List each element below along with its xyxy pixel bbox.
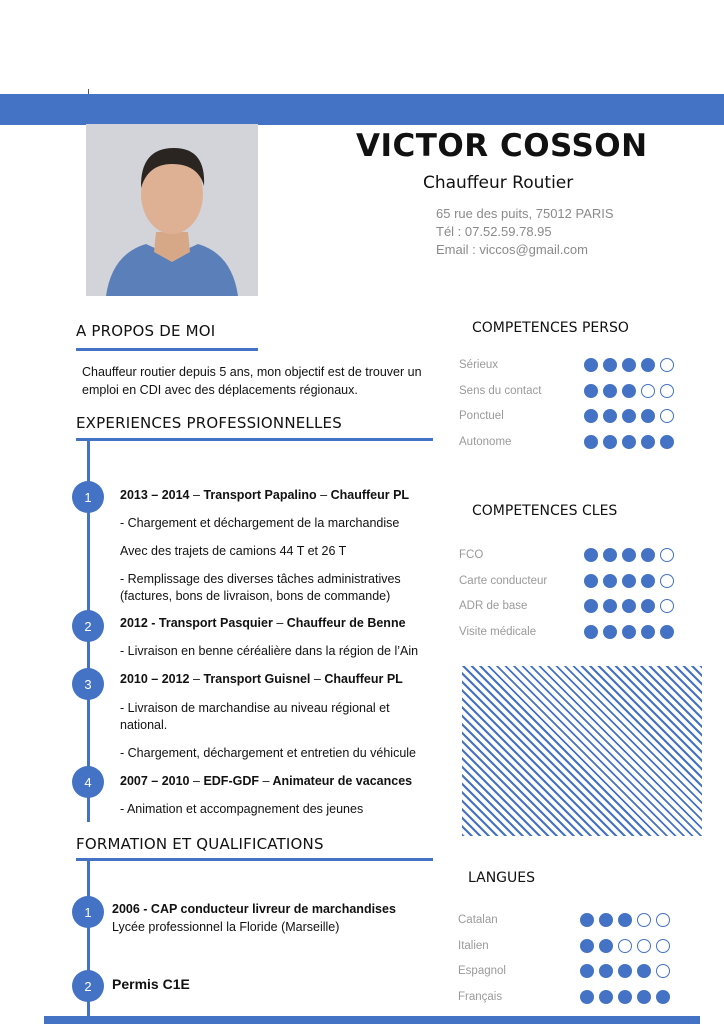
- rating-dot-empty: [637, 939, 651, 953]
- language-label: Catalan: [458, 914, 498, 926]
- rating-dot-filled: [656, 990, 670, 1004]
- rating-dot-filled: [584, 625, 598, 639]
- skill-key-label: Carte conducteur: [459, 574, 548, 587]
- rating-dot-empty: [656, 913, 670, 927]
- experience-1-role: Chauffeur PL: [330, 488, 410, 502]
- rating-dot-empty: [660, 599, 674, 613]
- skills-perso-title: COMPETENCES PERSO: [472, 320, 629, 336]
- rating-dot-filled: [584, 574, 598, 588]
- rating-dot-filled: [637, 990, 651, 1004]
- timeline-node-2: 2: [72, 610, 104, 642]
- experience-3-header: [120, 672, 403, 686]
- skill-perso-label: Sens du contact: [459, 384, 542, 397]
- rating-dot-filled: [603, 435, 617, 449]
- experience-3-company: Transport Guisnel: [203, 672, 311, 686]
- header-band: [0, 94, 724, 125]
- timeline-node-3: 3: [72, 668, 104, 700]
- rating-dot-empty: [660, 384, 674, 398]
- skill-perso-label: Ponctuel: [459, 410, 504, 422]
- rating-dot-filled: [580, 990, 594, 1004]
- experience-4-years: 2007 – 2010: [120, 774, 190, 788]
- formation-1-title: 2006 - CAP conducteur livreur de marchandises: [112, 902, 396, 916]
- rating-dot-empty: [660, 358, 674, 372]
- separator: –: [320, 488, 328, 502]
- experience-4-company: EDF-GDF: [203, 774, 259, 788]
- skill-key-label: ADR de base: [459, 600, 528, 612]
- skill-key-rating: [584, 548, 674, 562]
- rating-dot-empty: [660, 574, 674, 588]
- experience-3-role: Chauffeur PL: [324, 672, 403, 686]
- rating-dot-filled: [584, 548, 598, 562]
- rating-dot-filled: [622, 599, 636, 613]
- experience-4-role: Animateur de vacances: [272, 774, 413, 788]
- rating-dot-filled: [618, 990, 632, 1004]
- skill-perso-rating: [584, 409, 674, 423]
- language-label: Espagnol: [458, 965, 506, 977]
- rating-dot-filled: [641, 409, 655, 423]
- experience-1-header: [120, 488, 409, 502]
- rating-dot-filled: [622, 384, 636, 398]
- timeline-node-4: 4: [72, 766, 104, 798]
- skill-perso-label: Sérieux: [459, 359, 498, 371]
- contact-email[interactable]: Email : viccos@gmail.com: [436, 242, 588, 257]
- rating-dot-filled: [622, 358, 636, 372]
- about-title: A PROPOS DE MOI: [76, 322, 216, 340]
- skill-perso-rating: [584, 435, 674, 449]
- footer-band: [44, 1016, 700, 1024]
- rating-dot-filled: [599, 913, 613, 927]
- rating-dot-filled: [580, 939, 594, 953]
- formation-rule: [76, 858, 433, 861]
- rating-dot-filled: [641, 625, 655, 639]
- experience-1-line-2: Avec des trajets de camions 44 T et 26 T: [120, 544, 347, 558]
- experience-2-header: [120, 616, 406, 630]
- rating-dot-filled: [641, 548, 655, 562]
- formation-node-1: 1: [72, 896, 104, 928]
- experience-2-years: 2012 - Transport Pasquier: [120, 616, 273, 630]
- about-text: Chauffeur routier depuis 5 ans, mon objectif est de trouver un emploi en CDI avec des déplacements régionaux.: [82, 365, 422, 397]
- rating-dot-filled: [584, 358, 598, 372]
- rating-dot-filled: [641, 435, 655, 449]
- skill-key-rating: [584, 574, 674, 588]
- rating-dot-filled: [622, 625, 636, 639]
- rating-dot-empty: [641, 384, 655, 398]
- rating-dot-filled: [641, 358, 655, 372]
- skills-key-title: COMPETENCES CLES: [472, 503, 618, 519]
- rating-dot-empty: [660, 409, 674, 423]
- rating-dot-filled: [618, 964, 632, 978]
- rating-dot-filled: [641, 599, 655, 613]
- rating-dot-filled: [603, 574, 617, 588]
- rating-dot-filled: [660, 625, 674, 639]
- separator: –: [262, 774, 270, 788]
- person-silhouette-icon: [86, 124, 258, 296]
- language-label: Français: [458, 990, 503, 1003]
- job-title: Chauffeur Routier: [423, 173, 574, 193]
- experience-2-role: Chauffeur de Benne: [286, 616, 406, 630]
- rating-dot-filled: [641, 574, 655, 588]
- rating-dot-filled: [603, 625, 617, 639]
- experience-1-line-3: - Remplissage des diverses tâches administratives (factures, bons de livraison, bons de commande): [120, 572, 401, 603]
- rating-dot-empty: [660, 548, 674, 562]
- formation-title: FORMATION ET QUALIFICATIONS: [76, 835, 324, 853]
- rating-dot-filled: [603, 599, 617, 613]
- skill-perso-rating: [584, 384, 674, 398]
- candidate-name: VICTOR COSSON: [356, 128, 648, 164]
- rating-dot-filled: [660, 435, 674, 449]
- rating-dot-filled: [584, 384, 598, 398]
- language-rating: [580, 990, 670, 1004]
- experience-2-line-1: - Livraison en benne céréalière dans la région de l’Ain: [120, 644, 419, 658]
- rating-dot-filled: [584, 599, 598, 613]
- rating-dot-filled: [603, 358, 617, 372]
- skill-perso-label: Autonome: [459, 435, 512, 448]
- language-rating: [580, 913, 670, 927]
- rating-dot-filled: [603, 409, 617, 423]
- experience-4-line-1: - Animation et accompagnement des jeunes: [120, 802, 364, 816]
- rating-dot-filled: [599, 990, 613, 1004]
- language-rating: [580, 939, 670, 953]
- separator: –: [313, 672, 321, 686]
- separator: –: [193, 672, 200, 686]
- rating-dot-filled: [622, 435, 636, 449]
- rating-dot-filled: [580, 913, 594, 927]
- language-label: Italien: [458, 939, 489, 952]
- rating-dot-empty: [656, 939, 670, 953]
- rating-dot-filled: [580, 964, 594, 978]
- experience-3-years: 2010 – 2012: [120, 672, 190, 686]
- rating-dot-empty: [618, 939, 632, 953]
- decorative-hatch-panel: [462, 666, 702, 836]
- rating-dot-filled: [637, 964, 651, 978]
- rating-dot-filled: [584, 409, 598, 423]
- separator: –: [276, 616, 284, 630]
- skill-key-label: FCO: [459, 549, 484, 561]
- about-rule: [76, 348, 258, 351]
- experience-1-company: Transport Papalino: [203, 488, 317, 502]
- experience-rule: [76, 438, 433, 441]
- formation-node-2: 2: [72, 970, 104, 1002]
- separator: –: [193, 774, 200, 788]
- rating-dot-filled: [603, 384, 617, 398]
- rating-dot-filled: [622, 548, 636, 562]
- rating-dot-filled: [584, 435, 598, 449]
- rating-dot-filled: [618, 913, 632, 927]
- separator: –: [193, 488, 200, 502]
- contact-phone: Tél : 07.52.59.78.95: [436, 224, 552, 239]
- timeline-node-1: 1: [72, 481, 104, 513]
- skill-perso-rating: [584, 358, 674, 372]
- languages-title: LANGUES: [468, 870, 535, 886]
- profile-photo: [86, 124, 258, 296]
- skill-key-rating: [584, 625, 674, 639]
- experience-3-line-2: - Chargement, déchargement et entretien du véhicule: [120, 746, 417, 760]
- rating-dot-filled: [599, 964, 613, 978]
- rating-dot-filled: [599, 939, 613, 953]
- formation-1-subtitle: Lycée professionnel la Floride (Marseille): [112, 920, 340, 934]
- experience-1-line-1: - Chargement et déchargement de la marchandise: [120, 516, 400, 530]
- rating-dot-empty: [637, 913, 651, 927]
- rating-dot-empty: [656, 964, 670, 978]
- formation-2-title: Permis C1E: [112, 976, 190, 992]
- rating-dot-filled: [603, 548, 617, 562]
- skill-key-label: Visite médicale: [459, 625, 537, 638]
- experience-title: EXPERIENCES PROFESSIONNELLES: [76, 414, 342, 432]
- experience-4-header: [120, 774, 412, 788]
- language-rating: [580, 964, 670, 978]
- skill-key-rating: [584, 599, 674, 613]
- contact-address: 65 rue des puits, 75012 PARIS: [436, 206, 614, 221]
- rating-dot-filled: [622, 574, 636, 588]
- rating-dot-filled: [622, 409, 636, 423]
- experience-1-years: 2013 – 2014: [120, 488, 190, 502]
- experience-3-line-1: - Livraison de marchandise au niveau régional et national.: [120, 701, 390, 732]
